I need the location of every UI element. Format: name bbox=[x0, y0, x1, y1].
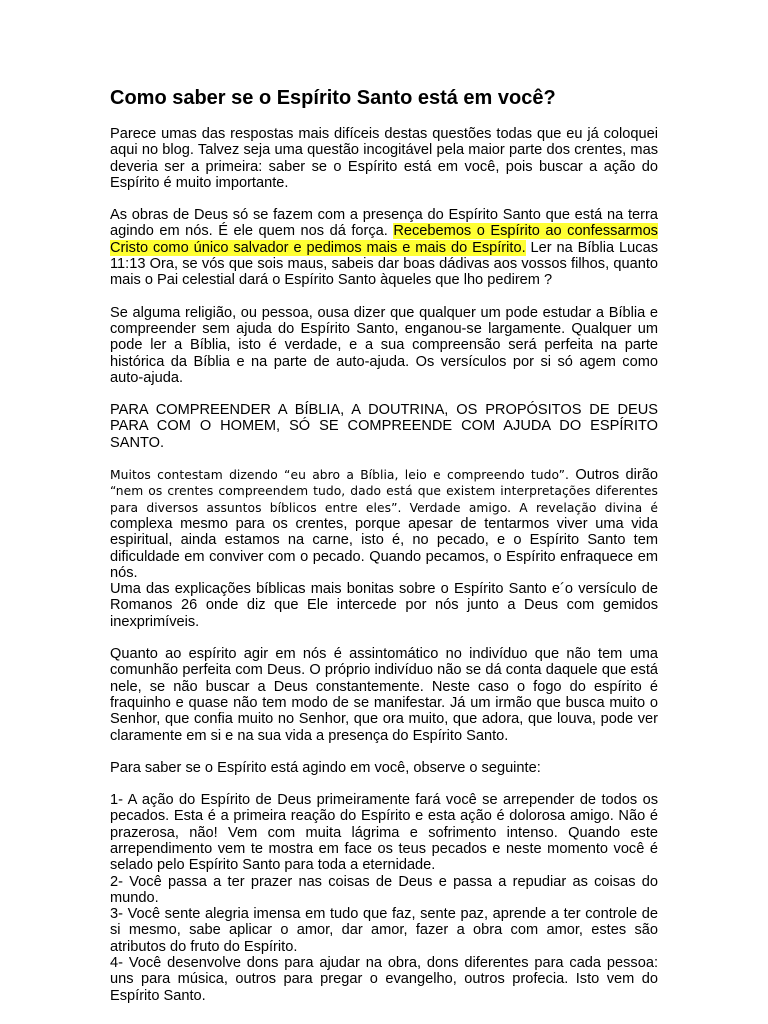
highlighted-text: Recebemos o Espírito ao confessarmos Cristo como único salvador e pedimos mais e mais do Espírito. bbox=[110, 223, 658, 256]
paragraph-romans: Uma das explicações bíblicas mais bonitas sobre o Espírito Santo e´o versículo de Romanos 26 onde diz que Ele intercede por nós junto a Deus com gemidos inexprimíveis. bbox=[110, 581, 658, 630]
paragraph-asymptomatic: Quanto ao espírito agir em nós é assintomático no indivíduo que não tem uma comunhão perfeita com Deus. O próprio indivíduo não se dá conta daquele que está nele, se não buscar a Deus constantemente. Neste caso o fogo do espírito é fraquinho e quase não tem modo de se manifestar. Já um irmão que busca muito o Senhor, que confia muito no Senhor, que ora muito, que adora, que louva, pode ver claramente em si e na sua vida a presença do Espírito Santo. bbox=[110, 646, 658, 744]
paragraph-contest bbox=[110, 467, 658, 581]
paragraph-text: Ler na Bíblia Lucas 11:13 Ora, se vós que sois maus, sabeis dar boas dádivas aos vossos filhos, quanto mais o Pai celestial dará o Espírito Santo àqueles que lho pedirem ? bbox=[110, 239, 658, 289]
paragraph-works-of-god bbox=[110, 207, 658, 288]
quoted-text: Muitos contestam dizendo “eu abro a Bíblia, leio e compreendo tudo”. bbox=[110, 468, 569, 483]
list-item: 3- Você sente alegria imensa em tudo que faz, sente paz, aprende a ter controle de si mesmo, sabe aplicar o amor, dar amor, fazer a obra com amor, estes são atributos do fruto do Espírito. bbox=[110, 906, 658, 955]
list-item: 4- Você desenvolve dons para ajudar na obra, dons diferentes para cada pessoa: uns para música, outros para pregar o evangelho, outros profecia. Isto vem do Espírito Santo. bbox=[110, 955, 658, 1004]
list-item: 2- Você passa a ter prazer nas coisas de Deus e passa a repudiar as coisas do mundo. bbox=[110, 873, 658, 906]
page-title: Como saber se o Espírito Santo está em você? bbox=[110, 87, 556, 109]
quoted-text: “nem os crentes compreendem tudo, dado está que existem interpretações diferentes para diversos assuntos bíblicos entre eles”. Verdade amigo. A revelação divina é bbox=[110, 484, 658, 515]
paragraph-uppercase-statement: PARA COMPREENDER A BÍBLIA, A DOUTRINA, OS PROPÓSITOS DE DEUS PARA COM O HOMEM, SÓ SE COMPREENDE COM AJUDA DO ESPÍRITO SANTO. bbox=[110, 402, 658, 451]
paragraph-religion: Se alguma religião, ou pessoa, ousa dizer que qualquer um pode estudar a Bíblia e compreender sem ajuda do Espírito Santo, enganou-se largamente. Qualquer um pode ler a Bíblia, isto é verdade, e a sua compreensão será perfeita na parte histórica da Bíblia e na parte de auto-ajuda. Os versículos por si só agem como auto-ajuda. bbox=[110, 304, 658, 386]
document-page bbox=[110, 86, 658, 1004]
signs-list bbox=[110, 792, 658, 1004]
paragraph-observe: Para saber se o Espírito está agindo em você, observe o seguinte: bbox=[110, 759, 541, 776]
paragraph-intro: Parece umas das respostas mais difíceis destas questões todas que eu já coloquei aqui no blog. Talvez seja uma questão incogitável pela maior parte dos crentes, mas deveria ser a primeira: saber se o Espírito está em você, pois buscar a ação do Espírito é muito importante. bbox=[110, 126, 658, 191]
paragraph-text: Outros dirão bbox=[569, 467, 658, 484]
paragraph-text: As obras de Deus só se fazem com a presença do Espírito Santo que está na terra agindo em nós. É ele quem nos dá força. bbox=[110, 207, 658, 240]
list-item: 1- A ação do Espírito de Deus primeiramente fará você se arrepender de todos os pecados. Esta é a primeira reação do Espírito e esta ação é dolorosa amigo. Não é prazerosa, não! Vem com muita lágrima e sofrimento intenso. Quando este arrependimento vem te mostra em face os teus pecados e neste momento você é selado pelo Espírito Santo para toda a eternidade. bbox=[110, 792, 658, 874]
paragraph-text: complexa mesmo para os crentes, porque apesar de tentarmos viver uma vida espiritual, ainda estamos na carne, isto é, no pecado, e o Espírito Santo tem dificuldade em conviver com o pecado. Quando pecamos, o Espírito enfraquece em nós. bbox=[110, 515, 658, 581]
